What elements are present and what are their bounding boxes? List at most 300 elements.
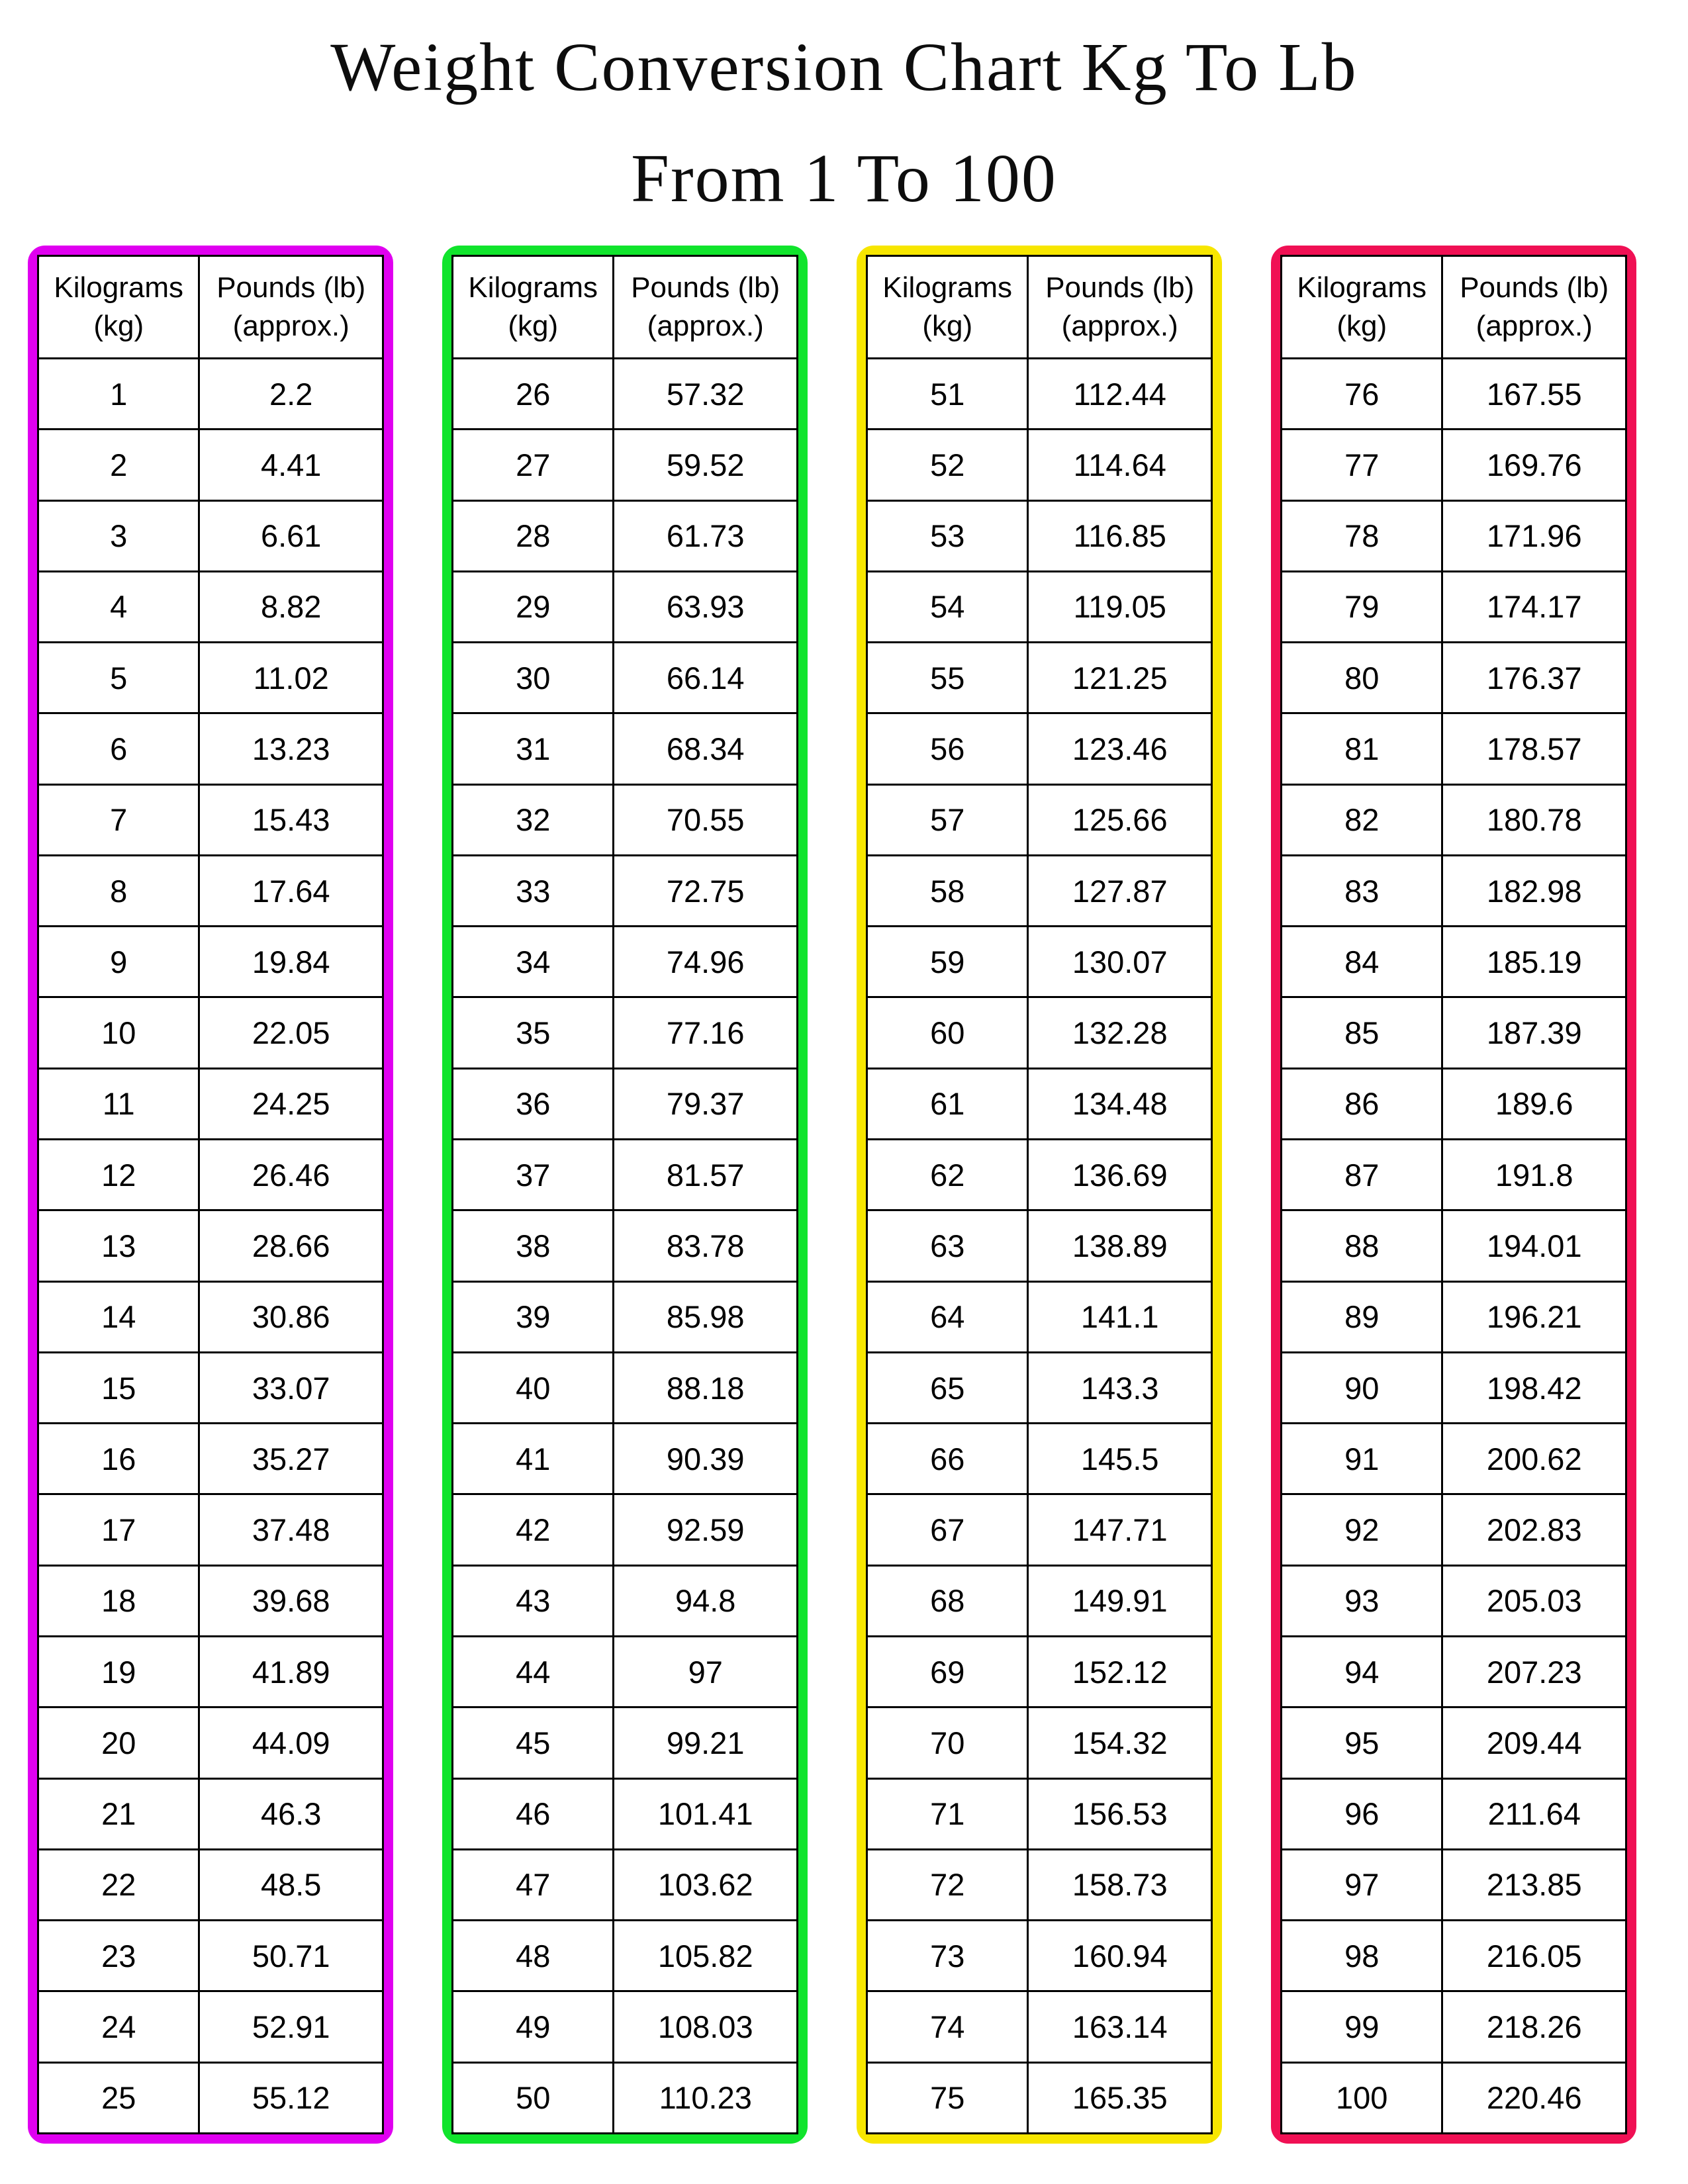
kg-header-line1: Kilograms — [468, 271, 598, 304]
lb-cell: 202.83 — [1486, 1512, 1582, 1548]
kg-cell: 49 — [453, 1992, 614, 2061]
lb-cell: 130.07 — [1072, 944, 1168, 979]
kg-cell: 12 — [39, 1140, 200, 1209]
lb-cell: 110.23 — [659, 2080, 752, 2116]
table-row — [868, 2062, 1211, 2132]
tables-container — [0, 246, 1688, 2144]
table-row — [868, 1635, 1211, 1706]
table-row — [453, 1778, 796, 1848]
kg-cell: 86 — [1282, 1069, 1443, 1138]
lb-cell: 68.34 — [666, 731, 745, 766]
table-row — [868, 428, 1211, 499]
table-row — [868, 996, 1211, 1067]
lb-cell: 125.66 — [1072, 802, 1168, 838]
lb-cell: 99.21 — [666, 1725, 745, 1760]
lb-header-line2: (approx.) — [647, 309, 764, 342]
table-row — [453, 641, 796, 712]
table-row — [39, 1635, 382, 1706]
kg-cell: 51 — [868, 359, 1029, 428]
table-row — [1282, 784, 1625, 854]
lb-cell: 19.84 — [252, 944, 330, 979]
kg-cell: 80 — [1282, 643, 1443, 712]
kg-cell: 17 — [39, 1495, 200, 1564]
table-row — [868, 1848, 1211, 1919]
lb-cell: 165.35 — [1072, 2080, 1168, 2116]
lb-header-line2: (approx.) — [1476, 309, 1593, 342]
table-row — [39, 1565, 382, 1635]
table-row — [39, 1848, 382, 1919]
table-row — [868, 1281, 1211, 1351]
table-row — [453, 428, 796, 499]
table-header-row — [39, 257, 382, 359]
kg-cell: 93 — [1282, 1567, 1443, 1635]
lb-cell: 13.23 — [252, 731, 330, 766]
lb-cell: 154.32 — [1072, 1725, 1168, 1760]
kg-cell: 4 — [39, 572, 200, 641]
kg-cell: 38 — [453, 1211, 614, 1280]
table-row — [453, 500, 796, 570]
lb-cell: 191.8 — [1495, 1157, 1573, 1193]
lb-cell: 33.07 — [252, 1370, 330, 1406]
table-row — [453, 1422, 796, 1493]
table-row — [1282, 1919, 1625, 1990]
lb-cell: 50.71 — [252, 1938, 330, 1974]
kg-cell: 75 — [868, 2064, 1029, 2132]
kg-header-line1: Kilograms — [54, 271, 184, 304]
table-row — [39, 1706, 382, 1777]
lb-column-header — [200, 257, 382, 357]
lb-cell: 178.57 — [1486, 731, 1582, 766]
table-row — [868, 570, 1211, 641]
kg-cell: 23 — [39, 1921, 200, 1990]
table-grid — [37, 255, 384, 2134]
lb-cell: 182.98 — [1486, 873, 1582, 909]
table-row — [39, 1351, 382, 1422]
kg-cell: 36 — [453, 1069, 614, 1138]
table-row — [1282, 1351, 1625, 1422]
lb-cell: 103.62 — [657, 1867, 753, 1903]
lb-cell: 35.27 — [252, 1441, 330, 1477]
kg-cell: 89 — [1282, 1283, 1443, 1351]
table-row — [1282, 428, 1625, 499]
table-row — [453, 1635, 796, 1706]
kg-cell: 7 — [39, 786, 200, 854]
lb-cell: 44.09 — [252, 1725, 330, 1760]
kg-cell: 50 — [453, 2064, 614, 2132]
kg-cell: 78 — [1282, 502, 1443, 570]
kg-cell: 83 — [1282, 856, 1443, 925]
table-row — [39, 712, 382, 783]
kg-header-line2: (kg) — [508, 309, 559, 342]
table-row — [1282, 925, 1625, 996]
kg-cell: 30 — [453, 643, 614, 712]
table-row — [453, 2062, 796, 2132]
table-row — [1282, 1778, 1625, 1848]
kg-cell: 74 — [868, 1992, 1029, 2061]
kg-cell: 2 — [39, 430, 200, 499]
lb-cell: 41.89 — [252, 1654, 330, 1690]
kg-cell: 85 — [1282, 998, 1443, 1067]
table-body — [1282, 359, 1625, 2132]
lb-cell: 209.44 — [1486, 1725, 1582, 1760]
table-row — [39, 1990, 382, 2061]
table-row — [453, 712, 796, 783]
lb-cell: 138.89 — [1072, 1228, 1168, 1263]
lb-cell: 171.96 — [1486, 518, 1582, 554]
table-row — [868, 925, 1211, 996]
table-row — [39, 2062, 382, 2132]
lb-column-header — [1029, 257, 1211, 357]
lb-cell: 194.01 — [1486, 1228, 1582, 1263]
lb-column-header — [614, 257, 796, 357]
lb-cell: 61.73 — [666, 518, 745, 554]
kg-cell: 35 — [453, 998, 614, 1067]
lb-cell: 211.64 — [1487, 1796, 1581, 1832]
kg-cell: 25 — [39, 2064, 200, 2132]
table-row — [1282, 1138, 1625, 1209]
table-row — [1282, 1635, 1625, 1706]
kg-cell: 62 — [868, 1140, 1029, 1209]
lb-cell: 72.75 — [666, 873, 745, 909]
table-row — [1282, 500, 1625, 570]
lb-cell: 220.46 — [1486, 2080, 1582, 2116]
lb-cell: 4.41 — [260, 447, 322, 482]
page-title-line1: Weight Conversion Chart Kg To Lb — [330, 29, 1358, 105]
lb-cell: 132.28 — [1072, 1015, 1168, 1051]
table-row — [453, 1068, 796, 1138]
page-title — [0, 0, 1688, 235]
lb-cell: 180.78 — [1486, 802, 1582, 838]
kg-cell: 39 — [453, 1283, 614, 1351]
kg-header-line2: (kg) — [1336, 309, 1387, 342]
lb-cell: 174.17 — [1486, 589, 1582, 625]
lb-cell: 216.05 — [1486, 1938, 1582, 1974]
table-row — [868, 1209, 1211, 1280]
kg-cell: 27 — [453, 430, 614, 499]
table-row — [39, 641, 382, 712]
kg-cell: 19 — [39, 1637, 200, 1706]
table-row — [453, 1138, 796, 1209]
lb-cell: 198.42 — [1486, 1370, 1582, 1406]
table-body — [39, 359, 382, 2132]
kg-cell: 57 — [868, 786, 1029, 854]
table-row — [868, 854, 1211, 925]
lb-cell: 79.37 — [666, 1086, 745, 1122]
table-row — [1282, 359, 1625, 428]
lb-cell: 147.71 — [1072, 1512, 1168, 1548]
table-row — [868, 500, 1211, 570]
lb-cell: 26.46 — [252, 1157, 330, 1193]
conversion-table-76-100 — [1271, 246, 1636, 2144]
kg-header-line2: (kg) — [922, 309, 973, 342]
table-row — [39, 500, 382, 570]
kg-cell: 3 — [39, 502, 200, 570]
table-row — [868, 712, 1211, 783]
table-header-row — [1282, 257, 1625, 359]
conversion-table-1-25 — [28, 246, 393, 2144]
kg-cell: 47 — [453, 1850, 614, 1919]
lb-cell: 94.8 — [675, 1583, 736, 1619]
lb-cell: 213.85 — [1486, 1867, 1582, 1903]
lb-cell: 218.26 — [1486, 2009, 1582, 2045]
lb-cell: 169.76 — [1486, 447, 1582, 482]
lb-cell: 158.73 — [1072, 1867, 1168, 1903]
lb-cell: 39.68 — [252, 1583, 330, 1619]
table-row — [868, 1990, 1211, 2061]
kg-cell: 42 — [453, 1495, 614, 1564]
lb-cell: 55.12 — [252, 2080, 330, 2116]
lb-header-line1: Pounds (lb) — [1460, 271, 1609, 304]
table-grid — [866, 255, 1213, 2134]
lb-cell: 136.69 — [1072, 1157, 1168, 1193]
table-row — [868, 359, 1211, 428]
kg-cell: 59 — [868, 927, 1029, 996]
lb-cell: 145.5 — [1080, 1441, 1159, 1477]
lb-cell: 97 — [688, 1654, 723, 1690]
lb-cell: 83.78 — [666, 1228, 745, 1263]
kg-cell: 9 — [39, 927, 200, 996]
kg-cell: 14 — [39, 1283, 200, 1351]
kg-cell: 54 — [868, 572, 1029, 641]
kg-cell: 1 — [39, 359, 200, 428]
kg-cell: 98 — [1282, 1921, 1443, 1990]
lb-cell: 46.3 — [260, 1796, 322, 1832]
table-row — [1282, 1209, 1625, 1280]
table-row — [453, 1706, 796, 1777]
kg-cell: 33 — [453, 856, 614, 925]
table-row — [1282, 1706, 1625, 1777]
table-grid — [1280, 255, 1627, 2134]
lb-cell: 176.37 — [1486, 660, 1582, 696]
lb-cell: 90.39 — [666, 1441, 745, 1477]
lb-cell: 15.43 — [252, 802, 330, 838]
lb-header-line2: (approx.) — [232, 309, 350, 342]
kg-column-header — [39, 257, 200, 357]
table-row — [1282, 1848, 1625, 1919]
table-row — [39, 1068, 382, 1138]
kg-cell: 97 — [1282, 1850, 1443, 1919]
kg-cell: 46 — [453, 1780, 614, 1848]
lb-cell: 6.61 — [260, 518, 322, 554]
table-row — [39, 1422, 382, 1493]
table-row — [453, 1351, 796, 1422]
kg-cell: 28 — [453, 502, 614, 570]
kg-header-line1: Kilograms — [1297, 271, 1427, 304]
kg-cell: 91 — [1282, 1424, 1443, 1493]
lb-cell: 11.02 — [253, 660, 329, 696]
table-row — [39, 1209, 382, 1280]
kg-cell: 63 — [868, 1211, 1029, 1280]
table-row — [453, 996, 796, 1067]
table-row — [39, 996, 382, 1067]
lb-cell: 141.1 — [1080, 1299, 1159, 1335]
lb-cell: 57.32 — [666, 376, 745, 412]
lb-cell: 108.03 — [657, 2009, 753, 2045]
kg-cell: 87 — [1282, 1140, 1443, 1209]
table-row — [39, 1493, 382, 1564]
kg-cell: 94 — [1282, 1637, 1443, 1706]
table-row — [1282, 570, 1625, 641]
lb-cell: 196.21 — [1486, 1299, 1582, 1335]
lb-header-line1: Pounds (lb) — [631, 271, 780, 304]
lb-cell: 121.25 — [1072, 660, 1168, 696]
table-row — [39, 359, 382, 428]
table-row — [453, 359, 796, 428]
kg-cell: 5 — [39, 643, 200, 712]
table-row — [1282, 1281, 1625, 1351]
table-row — [39, 784, 382, 854]
kg-cell: 43 — [453, 1567, 614, 1635]
table-grid — [451, 255, 798, 2134]
kg-cell: 71 — [868, 1780, 1029, 1848]
lb-cell: 185.19 — [1486, 944, 1582, 979]
lb-cell: 189.6 — [1495, 1086, 1573, 1122]
lb-cell: 59.52 — [666, 447, 745, 482]
lb-cell: 123.46 — [1072, 731, 1168, 766]
lb-cell: 114.64 — [1073, 447, 1166, 482]
kg-column-header — [868, 257, 1029, 357]
lb-cell: 24.25 — [252, 1086, 330, 1122]
kg-cell: 99 — [1282, 1992, 1443, 2061]
kg-cell: 26 — [453, 359, 614, 428]
kg-cell: 69 — [868, 1637, 1029, 1706]
table-row — [1282, 1422, 1625, 1493]
lb-cell: 63.93 — [666, 589, 745, 625]
lb-cell: 134.48 — [1072, 1086, 1168, 1122]
kg-cell: 73 — [868, 1921, 1029, 1990]
lb-cell: 187.39 — [1486, 1015, 1582, 1051]
table-row — [39, 854, 382, 925]
kg-cell: 22 — [39, 1850, 200, 1919]
lb-header-line2: (approx.) — [1061, 309, 1178, 342]
kg-cell: 79 — [1282, 572, 1443, 641]
kg-cell: 90 — [1282, 1353, 1443, 1422]
kg-cell: 76 — [1282, 359, 1443, 428]
lb-cell: 119.05 — [1073, 589, 1166, 625]
table-row — [453, 1990, 796, 2061]
lb-cell: 81.57 — [666, 1157, 745, 1193]
kg-cell: 31 — [453, 714, 614, 783]
lb-column-header — [1443, 257, 1625, 357]
lb-cell: 66.14 — [666, 660, 745, 696]
table-row — [1282, 1565, 1625, 1635]
table-row — [868, 784, 1211, 854]
kg-cell: 41 — [453, 1424, 614, 1493]
table-row — [453, 784, 796, 854]
table-row — [453, 854, 796, 925]
lb-cell: 112.44 — [1073, 376, 1166, 412]
lb-cell: 8.82 — [260, 589, 322, 625]
kg-cell: 10 — [39, 998, 200, 1067]
kg-cell: 52 — [868, 430, 1029, 499]
lb-cell: 149.91 — [1072, 1583, 1168, 1619]
table-header-row — [868, 257, 1211, 359]
lb-cell: 152.12 — [1072, 1654, 1168, 1690]
kg-cell: 66 — [868, 1424, 1029, 1493]
kg-cell: 37 — [453, 1140, 614, 1209]
kg-cell: 48 — [453, 1921, 614, 1990]
table-row — [39, 1281, 382, 1351]
kg-cell: 55 — [868, 643, 1029, 712]
table-row — [39, 570, 382, 641]
kg-cell: 11 — [39, 1069, 200, 1138]
kg-cell: 8 — [39, 856, 200, 925]
table-row — [453, 1493, 796, 1564]
table-row — [868, 1919, 1211, 1990]
table-row — [868, 641, 1211, 712]
lb-cell: 22.05 — [252, 1015, 330, 1051]
table-row — [868, 1138, 1211, 1209]
kg-cell: 13 — [39, 1211, 200, 1280]
kg-cell: 100 — [1282, 2064, 1443, 2132]
kg-cell: 88 — [1282, 1211, 1443, 1280]
kg-column-header — [1282, 257, 1443, 357]
lb-header-line1: Pounds (lb) — [1045, 271, 1195, 304]
kg-cell: 82 — [1282, 786, 1443, 854]
kg-cell: 77 — [1282, 430, 1443, 499]
kg-header-line1: Kilograms — [882, 271, 1013, 304]
lb-cell: 85.98 — [666, 1299, 745, 1335]
table-row — [868, 1565, 1211, 1635]
kg-cell: 20 — [39, 1708, 200, 1777]
kg-cell: 84 — [1282, 927, 1443, 996]
kg-cell: 45 — [453, 1708, 614, 1777]
table-row — [453, 1848, 796, 1919]
table-body — [453, 359, 796, 2132]
lb-cell: 77.16 — [666, 1015, 745, 1051]
lb-cell: 127.87 — [1072, 873, 1168, 909]
lb-cell: 167.55 — [1486, 376, 1582, 412]
kg-cell: 70 — [868, 1708, 1029, 1777]
kg-cell: 34 — [453, 927, 614, 996]
table-body — [868, 359, 1211, 2132]
table-row — [39, 1138, 382, 1209]
table-row — [868, 1778, 1211, 1848]
table-row — [453, 570, 796, 641]
lb-cell: 207.23 — [1486, 1654, 1582, 1690]
table-row — [1282, 1068, 1625, 1138]
lb-cell: 163.14 — [1072, 2009, 1168, 2045]
table-row — [1282, 641, 1625, 712]
table-row — [453, 1565, 796, 1635]
table-row — [39, 925, 382, 996]
table-row — [1282, 1990, 1625, 2061]
lb-cell: 156.53 — [1072, 1796, 1168, 1832]
kg-cell: 15 — [39, 1353, 200, 1422]
page-title-line2: From 1 To 100 — [631, 140, 1057, 217]
lb-cell: 74.96 — [666, 944, 745, 979]
table-row — [1282, 1493, 1625, 1564]
lb-cell: 28.66 — [252, 1228, 330, 1263]
lb-cell: 92.59 — [666, 1512, 745, 1548]
lb-cell: 37.48 — [252, 1512, 330, 1548]
lb-cell: 30.86 — [252, 1299, 330, 1335]
kg-cell: 29 — [453, 572, 614, 641]
table-row — [868, 1706, 1211, 1777]
kg-cell: 81 — [1282, 714, 1443, 783]
lb-cell: 160.94 — [1072, 1938, 1168, 1974]
table-row — [39, 1778, 382, 1848]
conversion-table-51-75 — [857, 246, 1222, 2144]
kg-cell: 58 — [868, 856, 1029, 925]
table-row — [453, 925, 796, 996]
kg-cell: 92 — [1282, 1495, 1443, 1564]
table-row — [868, 1351, 1211, 1422]
table-row — [453, 1209, 796, 1280]
lb-cell: 205.03 — [1486, 1583, 1582, 1619]
table-row — [1282, 854, 1625, 925]
lb-cell: 52.91 — [252, 2009, 330, 2045]
